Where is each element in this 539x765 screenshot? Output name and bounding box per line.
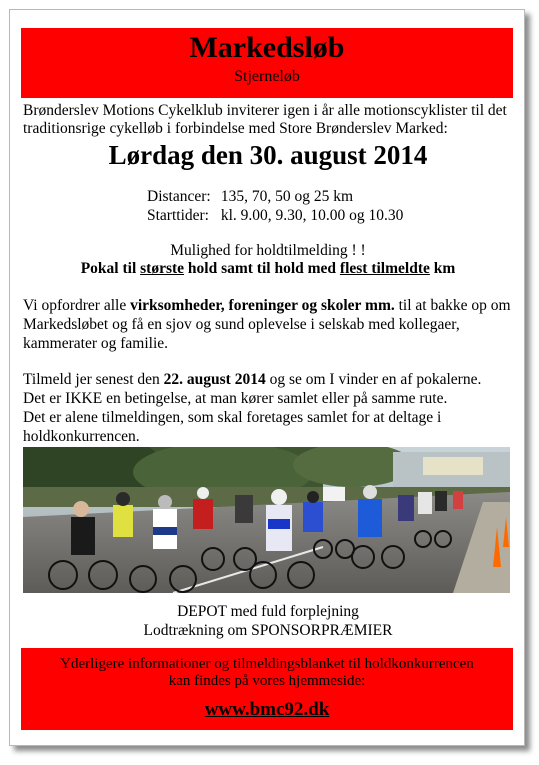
depot-line: DEPOT med fuld forplejning: [177, 603, 359, 620]
trophy-line: [10, 260, 526, 278]
trophy-text-a: Pokal til: [80, 260, 141, 277]
header-banner: [21, 28, 513, 98]
cyclists-photo-illustration: [23, 447, 510, 593]
para1-text-a: Vi opfordrer alle: [23, 297, 131, 314]
trophy-text-c: km: [429, 260, 456, 277]
distances-row: [147, 187, 403, 206]
team-signup-line: Mulighed for holdtilmelding ! !: [170, 242, 366, 259]
trophy-underline-most: flest tilmeldte: [339, 260, 430, 277]
page-subtitle: Stjerneløb: [234, 68, 300, 85]
start-times-value: kl. 9.00, 9.30, 10.00 og 10.30: [220, 207, 404, 224]
registration-paragraph: [23, 370, 515, 446]
distances-label: Distancer:: [147, 188, 211, 205]
intro-text: Brønderslev Motions Cykelklub inviterer igen i år alle motionscyklister til det traditionsrige cykelløb i forbindelse med Store Brønderslev Marked:: [23, 102, 507, 137]
para2-text-b: og se om I vinder en af pokalerne.: [265, 371, 482, 388]
para1-bold: virksomheder, foreninger og skoler mm.: [130, 297, 395, 314]
trophy-underline-largest: største: [140, 260, 185, 277]
start-times-label: Starttider:: [147, 207, 209, 224]
start-times-row: [147, 206, 403, 225]
footer-info-line-1: Yderligere informationer og tilmeldingsblanket til holdkonkurrencen: [60, 656, 474, 672]
para2-text-a: Tilmeld jer senest den: [23, 371, 164, 388]
registration-note: Det er alene tilmeldingen, som skal foretages samlet for at deltage i holdkonkurrencen.: [23, 409, 442, 445]
team-signup: [10, 242, 526, 278]
sponsor-prizes-line: Lodtrækning om SPONSORPRÆMIER: [143, 622, 393, 639]
footer-banner: [21, 648, 513, 730]
website-link[interactable]: www.bmc92.dk: [204, 699, 330, 720]
deadline-line: [23, 370, 515, 389]
condition-line: Det er IKKE en betingelse, at man kører samlet eller på samme rute.: [23, 390, 448, 407]
distances-value: 135, 70, 50 og 25 km: [220, 188, 354, 205]
para1-text-b: til at bakke op om Markedsløbet og få en sjov og sund oplevelse i selskab med kollegaer, kammerater og familie.: [23, 297, 511, 352]
trophy-text-b: hold samt til hold med: [184, 260, 340, 277]
encouragement-paragraph: [23, 296, 515, 353]
footer-info-line-2: kan findes på vores hjemmeside:: [168, 673, 366, 689]
flyer-page: [9, 9, 525, 746]
deadline-date: 22. august 2014: [163, 371, 266, 388]
page-title: Markedsløb: [189, 31, 345, 64]
depot-info: [10, 602, 526, 640]
cyclists-photo: [23, 447, 510, 593]
event-info: [147, 187, 403, 225]
event-date: Lørdag den 30. august 2014: [108, 140, 428, 170]
